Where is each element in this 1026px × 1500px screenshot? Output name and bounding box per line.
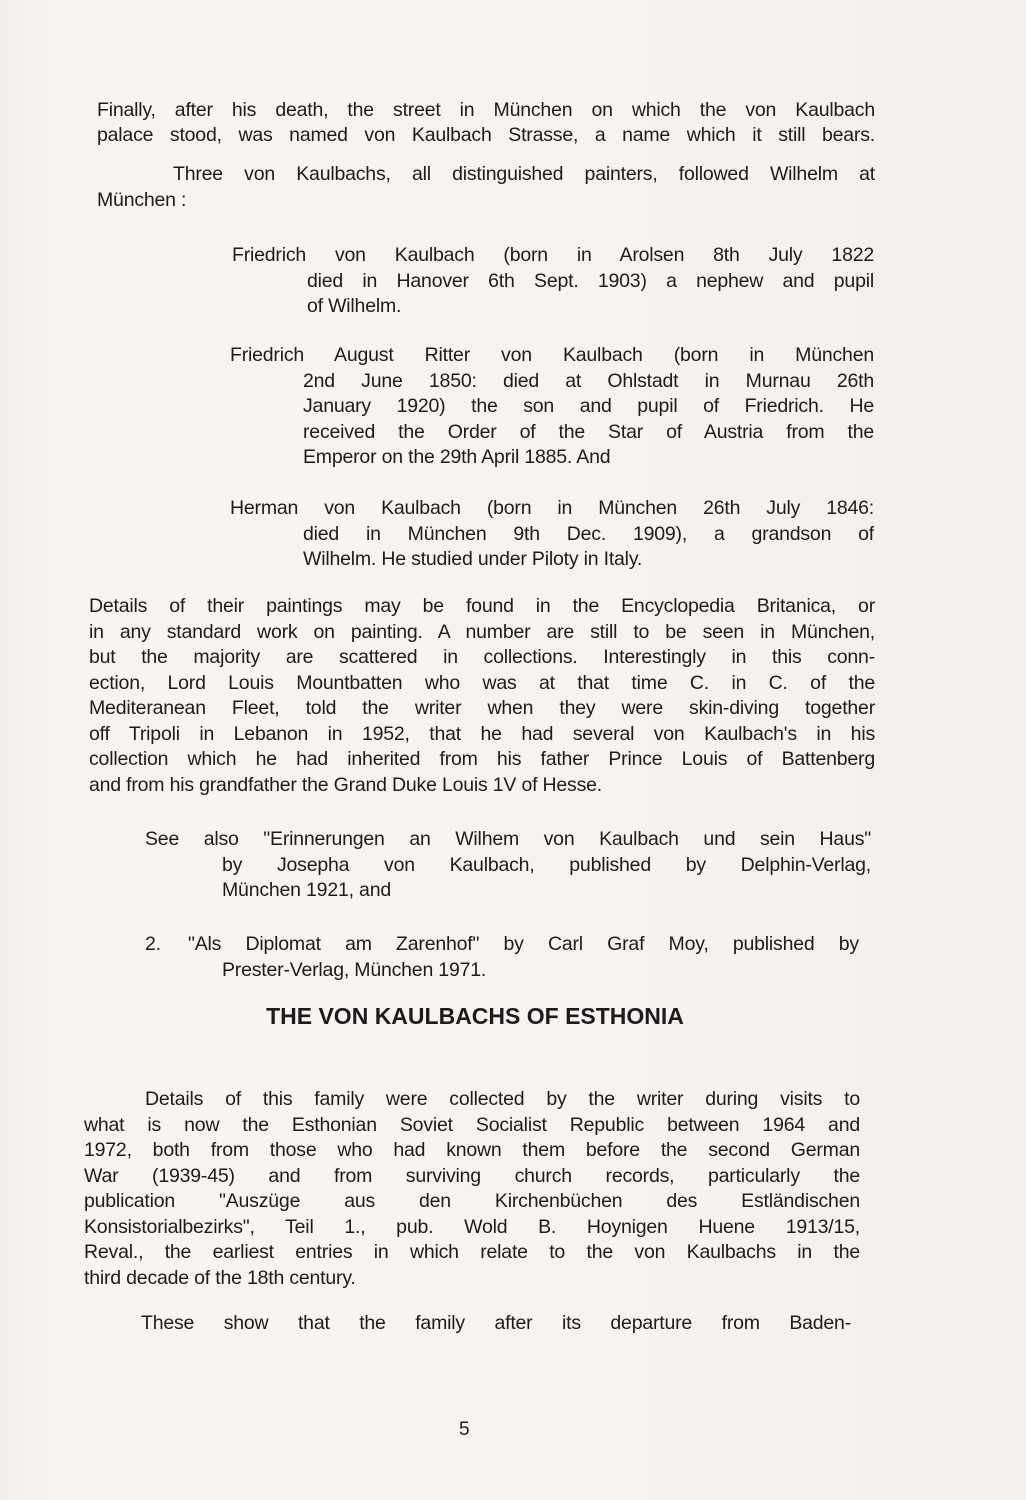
text-line: These show that the family after its departure from Baden- [141, 1312, 851, 1334]
reference-1 [145, 827, 871, 904]
text-line: Three von Kaulbachs, all distinguished painters, followed Wilhelm at [173, 163, 875, 185]
text-line: München : [97, 188, 187, 211]
text-line: Konsistorialbezirks", Teil 1., pub. Wold B. Hoynigen Huene 1913/15, [84, 1215, 860, 1238]
text-line: Friedrich von Kaulbach (born in Arolsen 8th July 1822 [232, 244, 874, 266]
text-line: 2nd June 1850: died at Ohlstadt in Murnau 26th [303, 369, 874, 392]
text-line: of Wilhelm. [307, 295, 402, 317]
text-line: publication "Auszüge aus den Kirchenbüchen des Estländischen [84, 1190, 860, 1212]
painter-entry-friedrich-august [230, 343, 874, 471]
text-line: but the majority are scattered in collections. Interestingly in this conn- [89, 646, 875, 668]
text-line: Details of this family were collected by the writer during visits to [145, 1088, 860, 1110]
text-line: München 1921, and [222, 879, 391, 901]
text-line: off Tripoli in Lebanon in 1952, that he had several von Kaulbach's in his [89, 722, 875, 745]
painter-entry-herman [230, 496, 874, 573]
text-line: See also "Erinnerungen an Wilhem von Kaulbach und sein Haus" [145, 828, 871, 850]
text-line: Herman von Kaulbach (born in München 26th July 1846: [230, 497, 874, 519]
paragraph-1 [97, 98, 875, 148]
paragraph-3 [89, 594, 875, 798]
text-line: War (1939-45) and from surviving church records, particularly the [84, 1164, 860, 1187]
text-line: Emperor on the 29th April 1885. And [303, 446, 611, 468]
text-line: Friedrich August Ritter von Kaulbach (born in München [230, 344, 874, 366]
text-line: ection, Lord Louis Mountbatten who was at that time C. in C. of the [89, 671, 875, 694]
text-line: third decade of the 18th century. [84, 1266, 356, 1289]
text-line: and from his grandfather the Grand Duke Louis 1V of Hesse. [89, 773, 603, 796]
text-line: Details of their paintings may be found in the Encyclopedia Britanica, or [89, 595, 875, 617]
text-line: Wilhelm. He studied under Piloty in Italy. [303, 548, 643, 570]
text-line: in any standard work on painting. A number are still to be seen in München, [89, 620, 875, 643]
text-line: January 1920) the son and pupil of Friedrich. He [303, 395, 874, 417]
text-line: Reval., the earliest entries in which relate to the von Kaulbachs in the [84, 1241, 860, 1263]
paragraph-4 [84, 1087, 860, 1291]
text-line [145, 932, 859, 958]
text-line: Prester-Verlag, München 1971. [222, 958, 487, 981]
section-heading [0, 1003, 1026, 1030]
text-line: palace stood, was named von Kaulbach Strasse, a name which it still bears. [97, 123, 875, 146]
text-line: received the Order of the Star of Austria from the [303, 420, 874, 443]
painter-entry-friedrich [232, 243, 874, 320]
text-line: by Josepha von Kaulbach, published by Delphin-Verlag, [222, 853, 871, 876]
text-line: 1972, both from those who had known them before the second German [84, 1139, 860, 1161]
reference-text: "Als Diplomat am Zarenhof" by Carl Graf Moy, published by [188, 933, 859, 955]
paragraph-5 [141, 1311, 851, 1337]
text-line: died in München 9th Dec. 1909), a grandson of [303, 522, 874, 545]
text-line: Mediteranean Fleet, told the writer when they were skin-diving together [89, 697, 875, 719]
section-heading-text: THE VON KAULBACHS OF ESTHONIA [266, 1003, 684, 1029]
text-line: died in Hanover 6th Sept. 1903) a nephew and pupil [307, 269, 874, 292]
text-line: collection which he had inherited from his father Prince Louis of Battenberg [89, 748, 875, 770]
text-line: Finally, after his death, the street in München on which the von Kaulbach [97, 99, 875, 121]
reference-2 [145, 932, 859, 983]
reference-number: 2. [145, 933, 161, 955]
paragraph-2 [97, 162, 875, 213]
page-number: 5 [459, 1419, 470, 1440]
text-line: what is now the Esthonian Soviet Socialist Republic between 1964 and [84, 1113, 860, 1136]
